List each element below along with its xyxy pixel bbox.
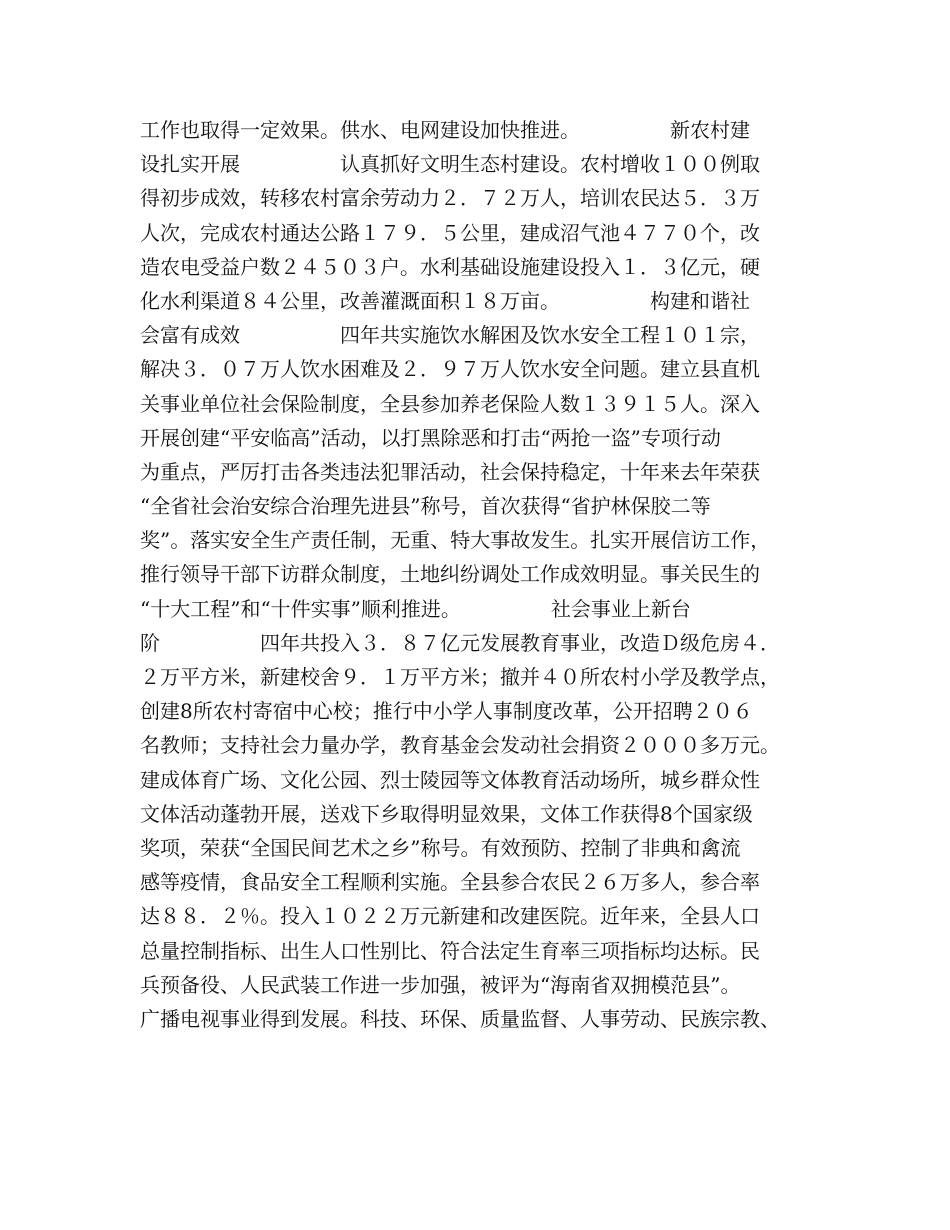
text-line: 化水利渠道８４公里，改善灌溉面积１８万亩。 构建和谐社 <box>140 288 750 313</box>
text-line: 名教师；支持社会力量办学，教育基金会发动社会捐资２０００多万元。 <box>140 733 780 758</box>
text-line: 兵预备役、人民武装工作进一步加强，被评为“海南省双拥模范县”。 <box>140 972 741 997</box>
text-line: 为重点，严厉打击各类违法犯罪活动，社会保持稳定，十年来去年荣获 <box>140 459 760 484</box>
text-line: 达８８．２％。投入１０２２万元新建和改建医院。近年来，全县人口 <box>140 904 760 929</box>
text-line: 奖项，荣获“全国民间艺术之乡”称号。有效预防、控制了非典和禽流 <box>140 835 741 860</box>
text-line: 关事业单位社会保险制度，全县参加养老保险人数１３９１５人。深入 <box>140 391 760 416</box>
text-line: 文体活动蓬勃开展，送戏下乡取得明显效果，文体工作获得8个国家级 <box>140 801 753 826</box>
text-line: 广播电视事业得到发展。科技、环保、质量监督、人事劳动、民族宗教、 <box>140 1006 780 1031</box>
text-line: 得初步成效，转移农村富余劳动力２．７２万人，培训农民达５．３万 <box>140 186 760 211</box>
text-line: 开展创建“平安临高”活动，以打黑除恶和打击“两抢一盗”专项行动 <box>140 425 721 450</box>
body-text <box>140 113 820 1036</box>
text-line: 建成体育广场、文化公园、烈士陵园等文体教育活动场所，城乡群众性 <box>140 767 760 792</box>
text-line: 设扎实开展 认真抓好文明生态村建设。农村增收１００例取 <box>140 152 760 177</box>
text-line: 阶 四年共投入３．８７亿元发展教育事业，改造Ｄ级危房４． <box>140 630 780 655</box>
text-line: 奖”。落实安全生产责任制，无重、特大事故发生。扎实开展信访工作， <box>140 528 771 553</box>
text-line: 感等疫情，食品安全工程顺利实施。全县参合农民２６万多人，参合率 <box>140 870 760 895</box>
text-line: 工作也取得一定效果。供水、电网建设加快推进。 新农村建 <box>140 118 750 142</box>
text-line: 人次，完成农村通达公路１７９．５公里，建成沼气池４７７０个，改 <box>140 220 760 245</box>
text-line: ２万平方米，新建校舍９．１万平方米；撤并４０所农村小学及教学点， <box>140 665 780 689</box>
text-line: 会富有成效 四年共实施饮水解困及饮水安全工程１０１宗， <box>140 323 760 348</box>
text-line: 创建8所农村寄宿中心校；推行中小学人事制度改革，公开招聘２０６ <box>140 699 753 724</box>
text-line: 造农电受益户数２４５０３户。水利基础设施建设投入１．３亿元，硬 <box>140 254 760 279</box>
text-line: “十大工程”和“十件实事”顺利推进。 社会事业上新台 <box>140 596 691 621</box>
text-line: 总量控制指标、出生人口性别比、符合法定生育率三项指标均达标。民 <box>140 938 760 963</box>
text-line: “全省社会治安综合治理先进县”称号，首次获得“省护林保胶二等 <box>140 494 711 519</box>
text-line: 解决３．０７万人饮水困难及２．９７万人饮水安全问题。建立县直机 <box>140 357 760 382</box>
text-line: 推行领导干部下访群众制度，土地纠纷调处工作成效明显。事关民生的 <box>140 562 760 587</box>
